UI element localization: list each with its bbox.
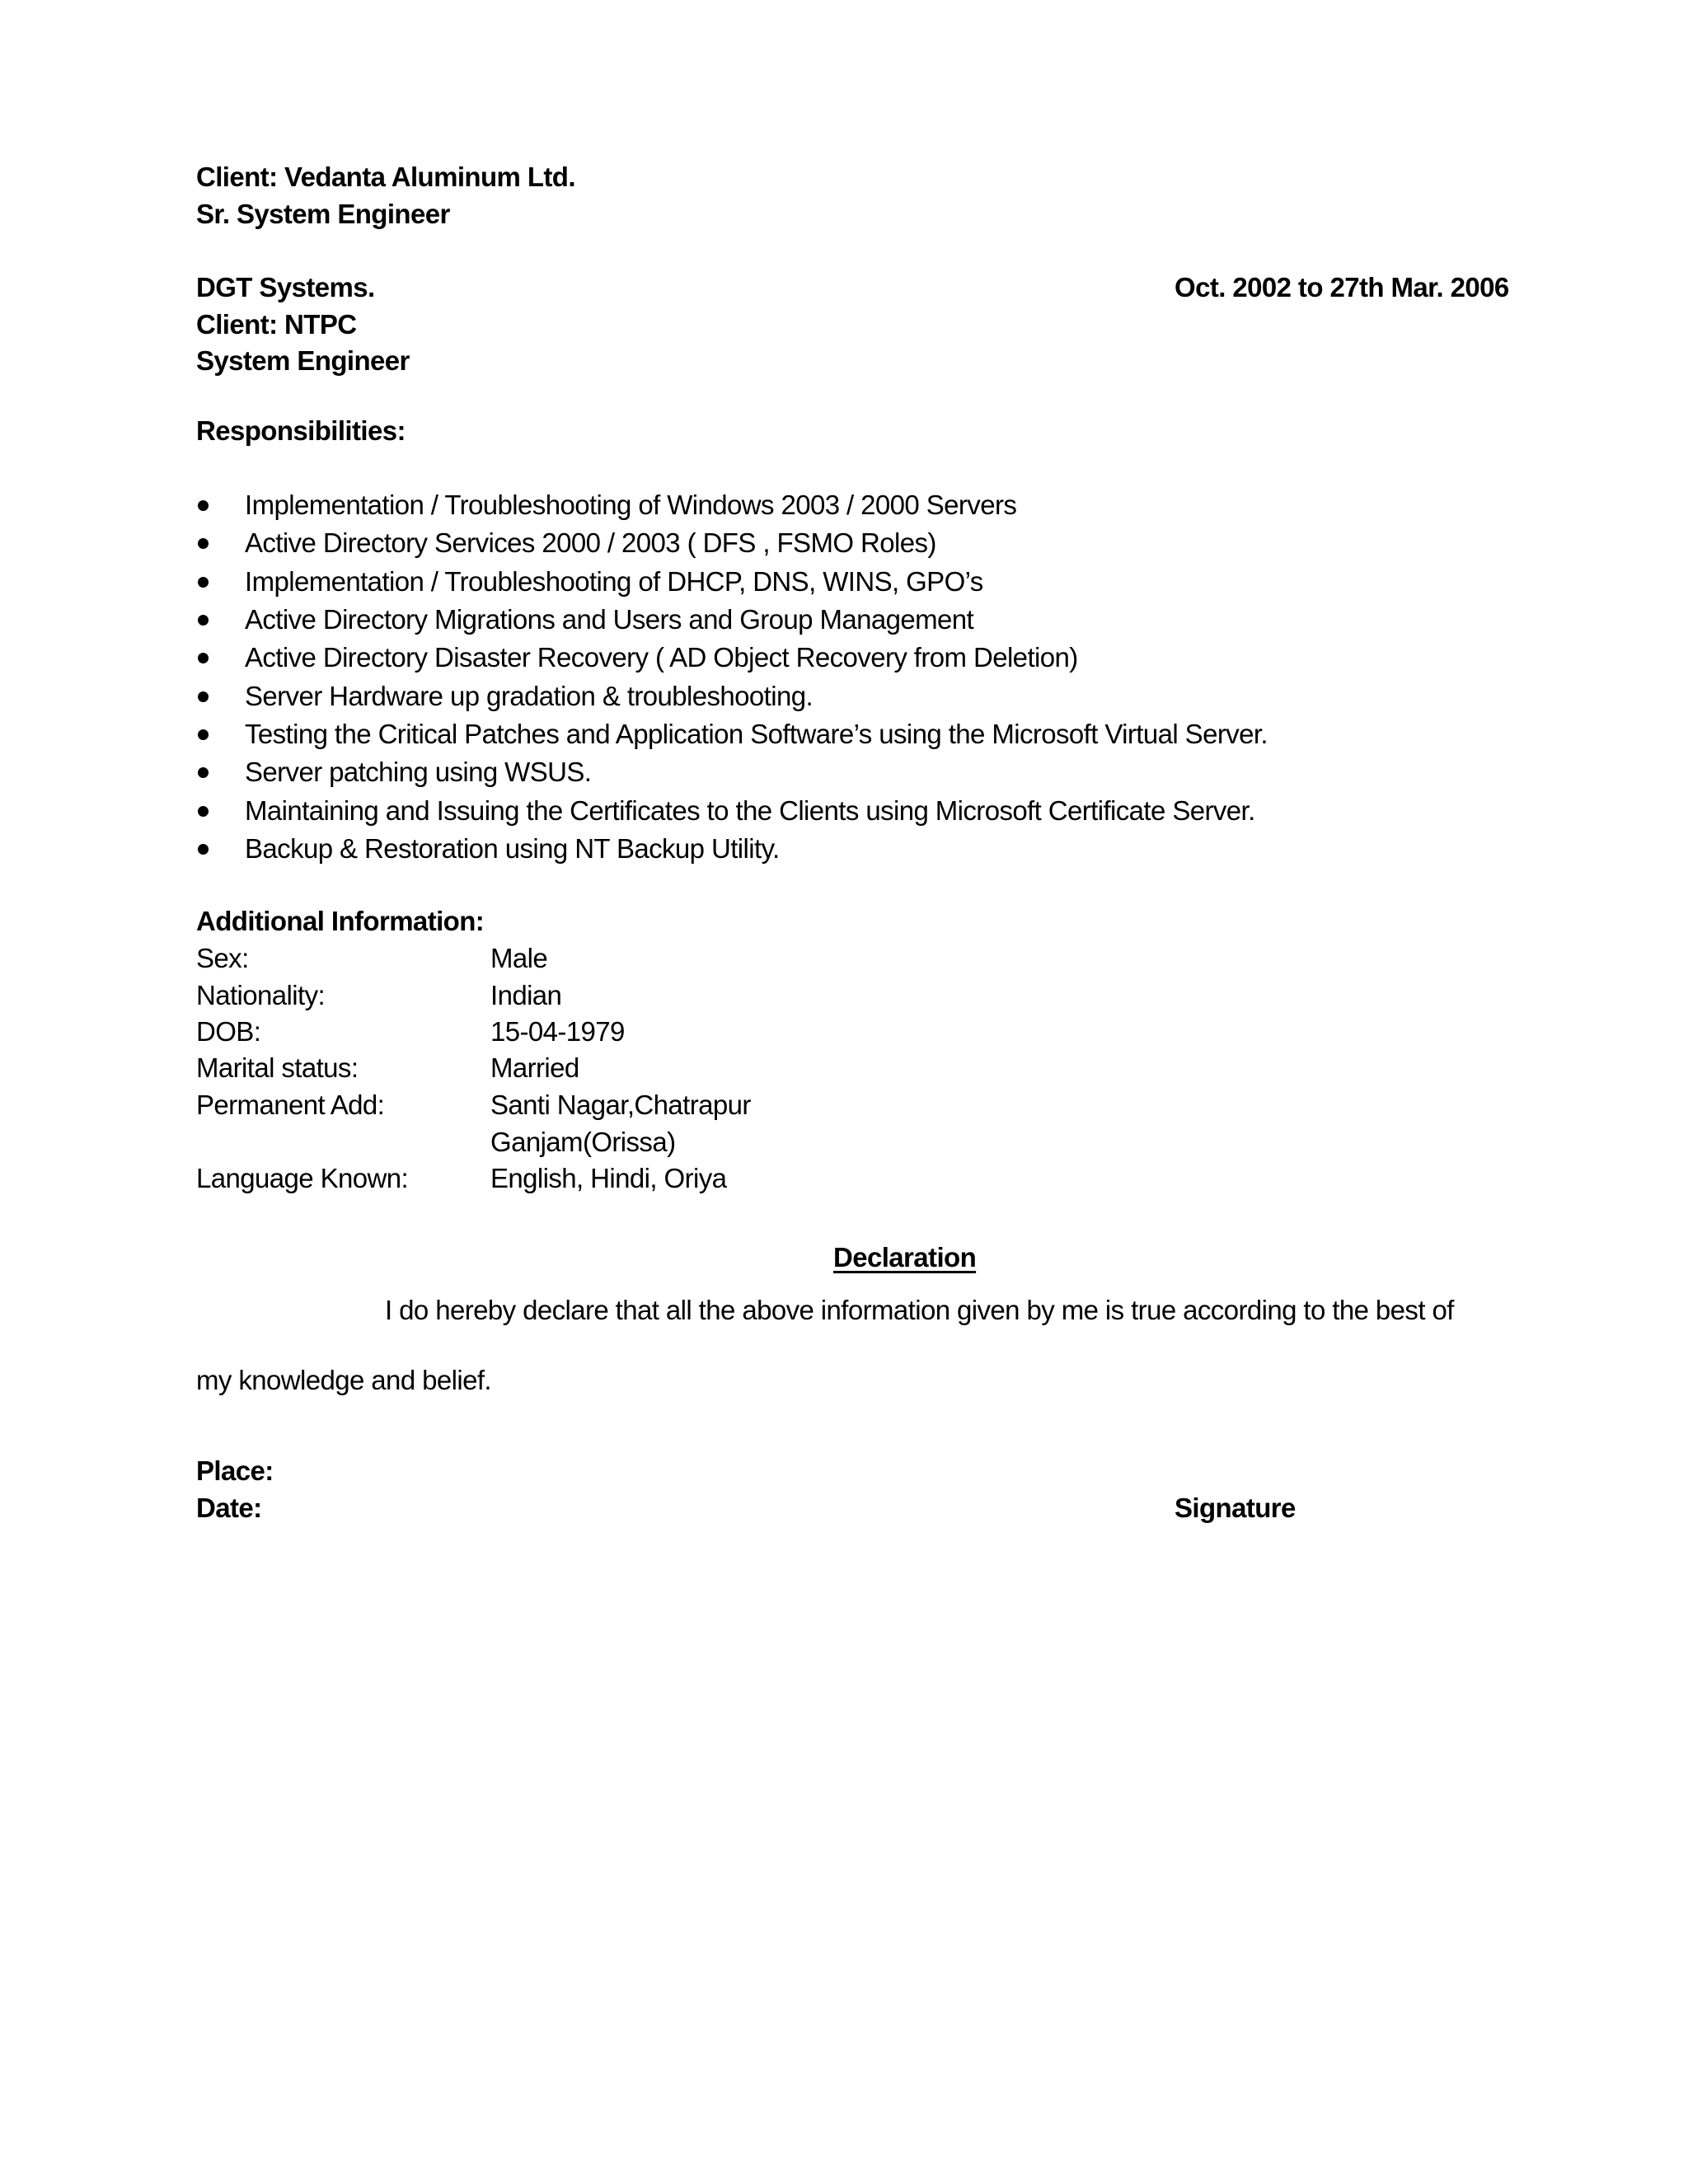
responsibilities-heading: Responsibilities: [196,415,406,446]
info-label: Marital status: [196,1052,359,1083]
info-label: Permanent Add: [196,1090,385,1120]
bullet-icon [198,844,209,855]
place-label: Place: [196,1455,274,1486]
signature-label: Signature [1175,1493,1296,1523]
list-item-text: Implementation / Troubleshooting of DHCP, DNS, WINS, GPO’s [245,566,983,597]
list-item-text: Active Directory Migrations and Users and Group Management [245,604,974,635]
declaration-text-line-1: I do hereby declare that all the above information given by me is true according to the best of [385,1295,1454,1325]
client-vedanta: Client: Vedanta Aluminum Ltd. [196,162,575,192]
bullet-icon [198,767,209,778]
list-item-text: Server patching using WSUS. [245,757,592,787]
role-sr-system-engineer: Sr. System Engineer [196,199,450,229]
role-system-engineer: System Engineer [196,345,410,376]
info-label: Nationality: [196,980,326,1010]
list-item-text: Testing the Critical Patches and Application Software’s using the Microsoft Virtual Server. [245,719,1268,749]
bullet-icon [198,691,209,702]
list-item-text: Active Directory Disaster Recovery ( AD Object Recovery from Deletion) [245,642,1078,673]
bullet-icon [198,729,209,740]
employment-period: Oct. 2002 to 27th Mar. 2006 [1175,272,1509,302]
bullet-icon [198,615,209,626]
info-label: Sex: [196,943,249,973]
bullet-icon [198,653,209,663]
info-value: Married [490,1052,579,1083]
declaration-text-line-2: my knowledge and belief. [196,1365,491,1395]
date-label: Date: [196,1493,262,1523]
additional-info-heading: Additional Information: [196,906,485,936]
list-item-text: Implementation / Troubleshooting of Windows 2003 / 2000 Servers [245,490,1017,520]
info-value: 15-04-1979 [490,1016,625,1047]
declaration-heading: Declaration [833,1242,977,1272]
list-item-text: Maintaining and Issuing the Certificates to the Clients using Microsoft Certificate Server. [245,795,1255,826]
bullet-icon [198,577,209,588]
list-item-text: Active Directory Services 2000 / 2003 ( DFS , FSMO Roles) [245,527,936,558]
list-item-text: Backup & Restoration using NT Backup Utility. [245,833,780,864]
info-value: Male [490,943,548,973]
info-value: Santi Nagar,Chatrapur [490,1090,751,1120]
bullet-icon [198,538,209,549]
list-item-text: Server Hardware up gradation & troubleshooting. [245,681,814,711]
info-value: Indian [490,980,562,1010]
bullet-icon [198,500,209,511]
client-ntpc: Client: NTPC [196,309,357,340]
info-value: Ganjam(Orissa) [490,1127,676,1157]
info-label: Language Known: [196,1163,409,1193]
company-name: DGT Systems. [196,272,375,302]
bullet-icon [198,806,209,817]
info-label: DOB: [196,1016,261,1047]
info-value: English, Hindi, Oriya [490,1163,727,1193]
